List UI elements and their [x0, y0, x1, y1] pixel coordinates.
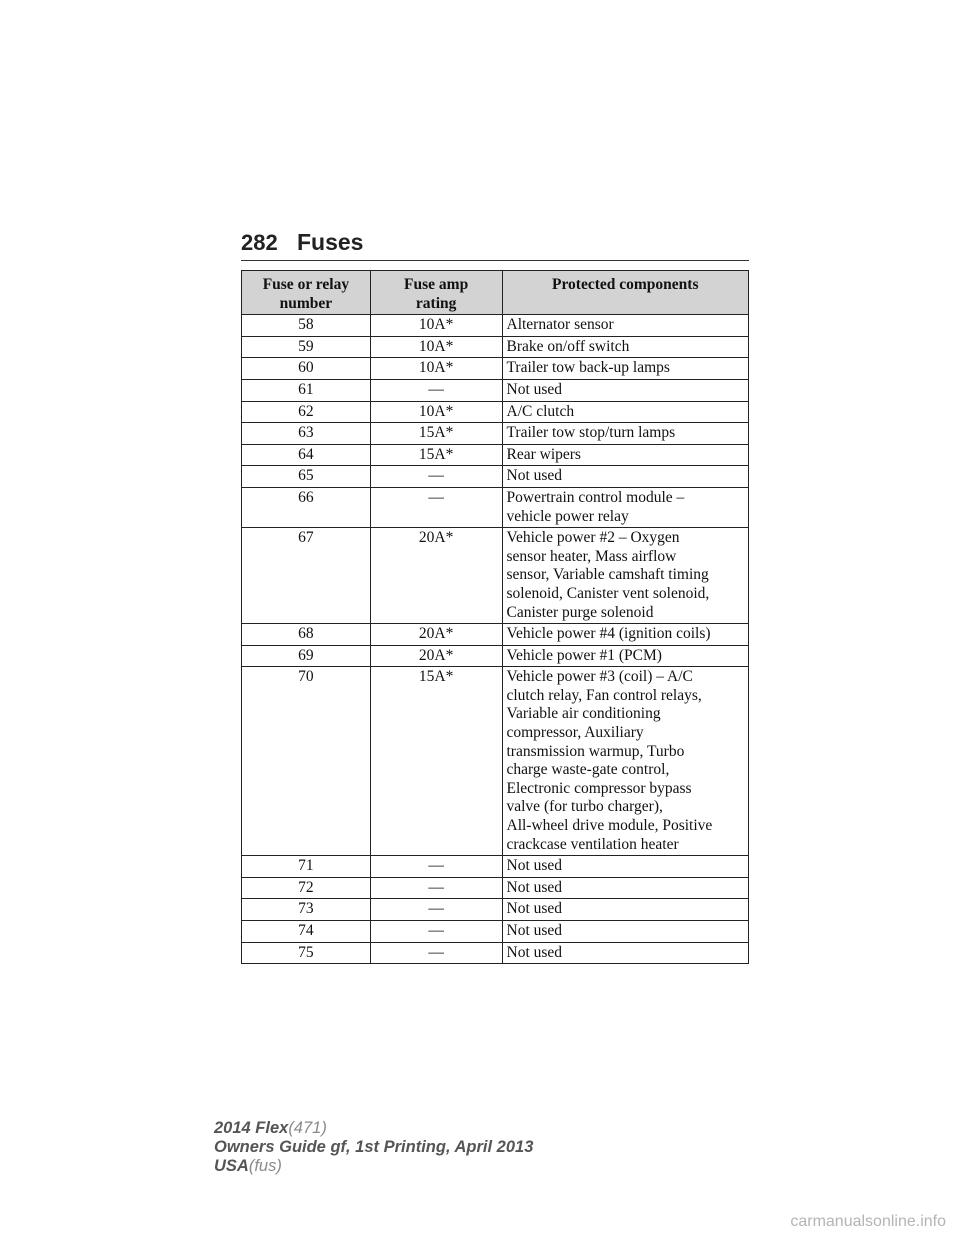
fuse-rating-cell: — [370, 487, 502, 527]
fuse-number-cell: 71 [242, 856, 371, 878]
table-row [242, 379, 749, 401]
table-row [242, 466, 749, 488]
table-row [242, 487, 749, 527]
fuse-rating-cell: 10A* [370, 358, 502, 380]
header-divider [241, 260, 749, 261]
fuse-number-cell: 65 [242, 466, 371, 488]
protected-components-cell: Vehicle power #1 (PCM) [502, 645, 749, 667]
table-row [242, 899, 749, 921]
fuse-number-cell: 59 [242, 336, 371, 358]
table-row [242, 423, 749, 445]
fuse-rating-cell: 10A* [370, 401, 502, 423]
fuse-rating-cell: 10A* [370, 336, 502, 358]
protected-components-cell: Rear wipers [502, 444, 749, 466]
fuse-rating-cell: — [370, 921, 502, 943]
fuse-rating-cell: — [370, 466, 502, 488]
fuse-number-cell: 62 [242, 401, 371, 423]
column-header-label: Protected components [551, 276, 699, 293]
protected-components-cell: Powertrain control module – vehicle power relay [502, 487, 749, 527]
column-header-components [502, 271, 749, 315]
table-row [242, 401, 749, 423]
fuse-number-cell: 63 [242, 423, 371, 445]
column-header-label: Fuse amp rating [404, 276, 469, 312]
fuse-rating-cell: 20A* [370, 624, 502, 646]
watermark-text: carmanualsonline.info [790, 1213, 946, 1230]
fuse-number-cell: 75 [242, 942, 371, 964]
protected-components-cell: Brake on/off switch [502, 336, 749, 358]
protected-components-cell: Not used [502, 466, 749, 488]
fuse-number-cell: 73 [242, 899, 371, 921]
protected-components-cell: Not used [502, 379, 749, 401]
fuse-number-cell: 69 [242, 645, 371, 667]
protected-components-cell: Not used [502, 921, 749, 943]
table-row [242, 877, 749, 899]
table-row [242, 528, 749, 624]
column-header-rating [370, 271, 502, 315]
fuse-rating-cell: 20A* [370, 645, 502, 667]
protected-components-cell: A/C clutch [502, 401, 749, 423]
fuse-number-cell: 67 [242, 528, 371, 624]
fuse-rating-cell: 15A* [370, 667, 502, 856]
fuse-rating-cell: 10A* [370, 315, 502, 337]
footer-guide: Owners Guide gf, 1st Printing, April 2013 [214, 1138, 534, 1156]
fuse-rating-cell: — [370, 877, 502, 899]
protected-components-cell: Alternator sensor [502, 315, 749, 337]
protected-components-cell: Trailer tow back-up lamps [502, 358, 749, 380]
table-header-row [242, 271, 749, 315]
table-row [242, 856, 749, 878]
fuse-number-cell: 70 [242, 667, 371, 856]
protected-components-cell: Not used [502, 856, 749, 878]
fuse-number-cell: 60 [242, 358, 371, 380]
table-row [242, 645, 749, 667]
fuse-number-cell: 66 [242, 487, 371, 527]
fuse-number-cell: 64 [242, 444, 371, 466]
fuse-rating-cell: — [370, 942, 502, 964]
fuse-rating-cell: 20A* [370, 528, 502, 624]
protected-components-cell: Vehicle power #3 (coil) – A/C clutch relay, Fan control relays, Variable air conditioning compressor, Auxiliary transmission warmup, Turbo charge waste-gate control, Electronic compressor bypass valve (for turbo charger), All-wheel drive module, Positive crackcase ventilation heater [502, 667, 749, 856]
table-row [242, 667, 749, 856]
column-header-number [242, 271, 371, 315]
footer-market-code: (fus) [248, 1157, 282, 1175]
document-footer [214, 1119, 533, 1176]
protected-components-cell: Not used [502, 899, 749, 921]
protected-components-cell: Not used [502, 877, 749, 899]
table-row [242, 942, 749, 964]
fuse-rating-cell: 15A* [370, 423, 502, 445]
protected-components-cell: Vehicle power #2 – Oxygen sensor heater, Mass airflow sensor, Variable camshaft timing solenoid, Canister vent solenoid, Canister purge solenoid [502, 528, 749, 624]
protected-components-cell: Trailer tow stop/turn lamps [502, 423, 749, 445]
section-title: Fuses [297, 229, 364, 255]
protected-components-cell: Vehicle power #4 (ignition coils) [502, 624, 749, 646]
table-row [242, 358, 749, 380]
page-number: 282 [241, 230, 278, 255]
fuse-table-body [242, 315, 749, 964]
fuse-table [241, 270, 749, 964]
protected-components-cell: Not used [502, 942, 749, 964]
fuse-number-cell: 58 [242, 315, 371, 337]
footer-model-code: (471) [288, 1119, 327, 1137]
footer-model: 2014 Flex [214, 1119, 289, 1137]
fuse-rating-cell: — [370, 856, 502, 878]
column-header-label: Fuse or relay number [262, 276, 350, 312]
fuse-number-cell: 68 [242, 624, 371, 646]
table-row [242, 624, 749, 646]
table-row [242, 921, 749, 943]
fuse-number-cell: 72 [242, 877, 371, 899]
table-row [242, 315, 749, 337]
fuse-number-cell: 61 [242, 379, 371, 401]
footer-market: USA [214, 1157, 249, 1175]
fuse-rating-cell: 15A* [370, 444, 502, 466]
table-row [242, 444, 749, 466]
fuse-rating-cell: — [370, 899, 502, 921]
table-row [242, 336, 749, 358]
fuse-number-cell: 74 [242, 921, 371, 943]
fuse-rating-cell: — [370, 379, 502, 401]
